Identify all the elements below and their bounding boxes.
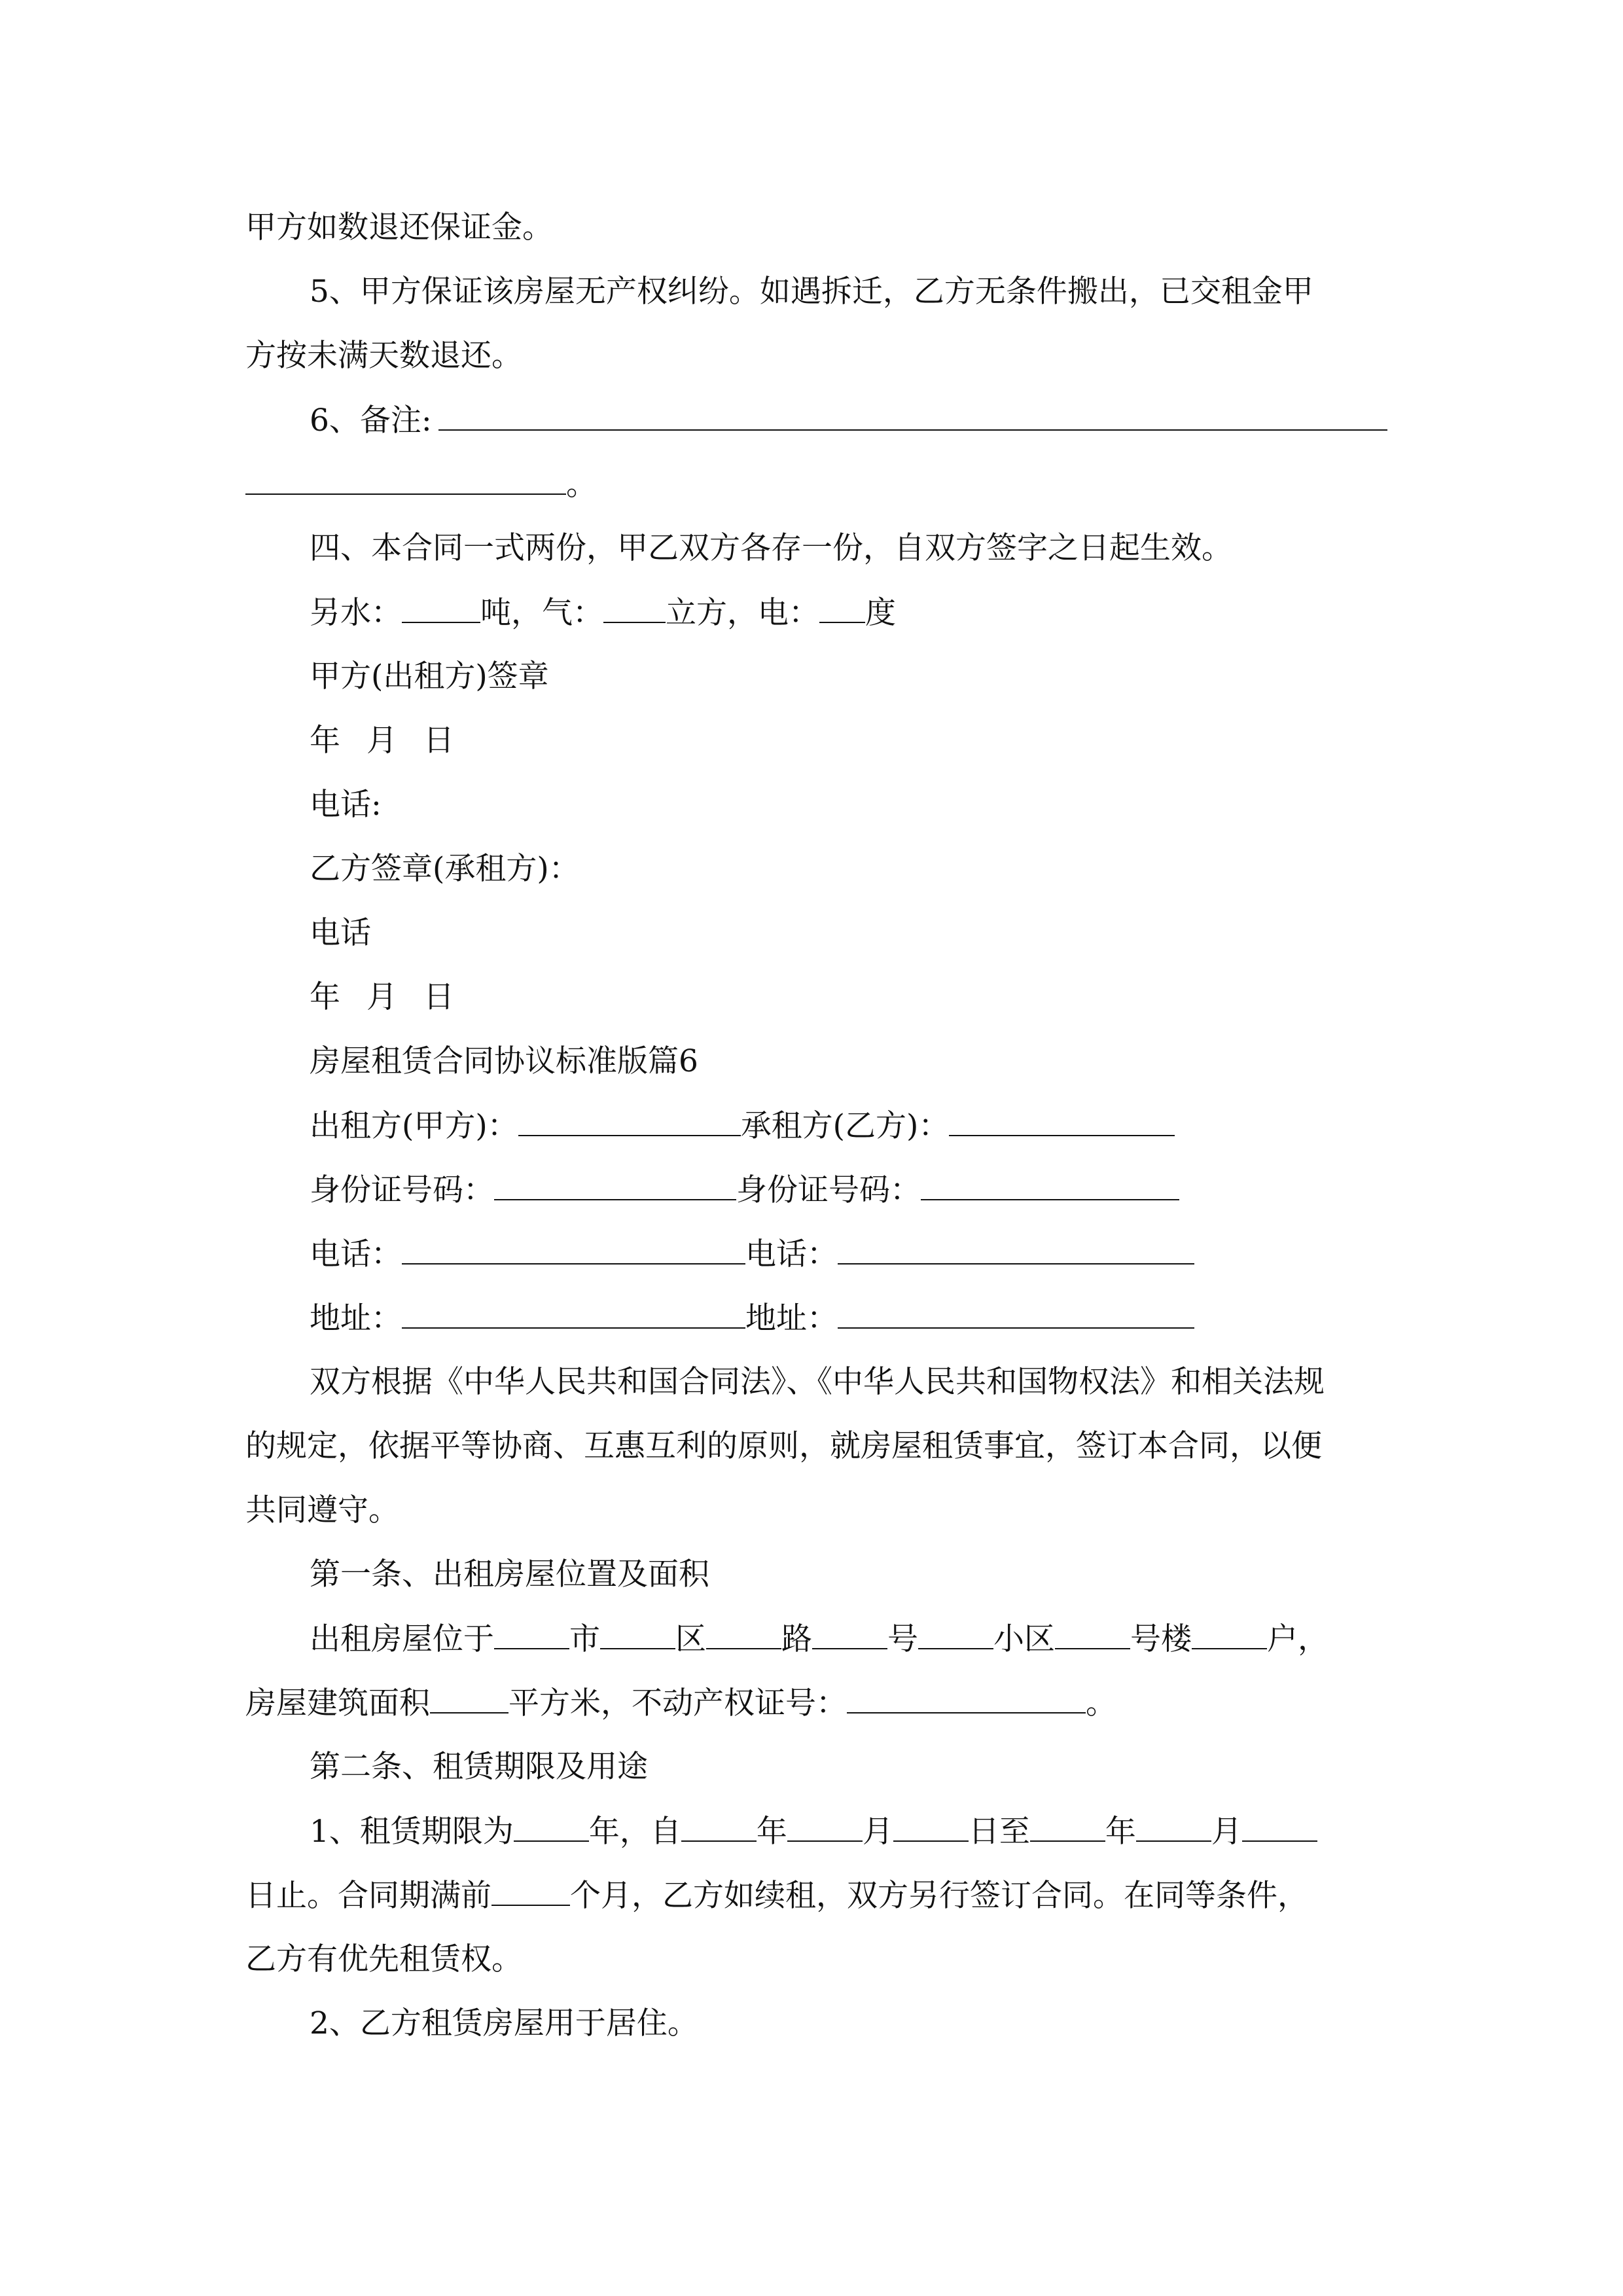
fill-blank xyxy=(402,1299,745,1329)
fill-blank xyxy=(600,1619,675,1649)
fill-blank xyxy=(518,1106,741,1136)
doc-line: 乙方签章(承租方)： xyxy=(310,851,580,887)
doc-line: 甲方(出租方)签章 xyxy=(310,658,549,694)
fill-blank xyxy=(438,401,1387,431)
party-line: 出租方(甲方)： 承租方(乙方)： xyxy=(310,1106,1175,1146)
fill-blank xyxy=(918,1619,993,1649)
doc-line-utilities: 另水： 吨，气： 立方，电： 度 xyxy=(310,593,896,633)
doc-line: 乙方有优先租赁权。 xyxy=(245,1941,522,1977)
doc-line: 日止。合同期满前 个月，乙方如续租，双方另行签订合同。在同等条件， xyxy=(245,1876,1308,1916)
doc-line: 方按未满天数退还。 xyxy=(245,338,522,374)
fill-blank xyxy=(494,1170,736,1200)
doc-line: 的规定，依据平等协商、互惠互利的原则，就房屋租赁事宜，签订本合同，以便 xyxy=(245,1428,1322,1464)
article-heading: 第一条、出租房屋位置及面积 xyxy=(310,1556,709,1592)
fill-blank xyxy=(847,1683,1086,1713)
fill-blank xyxy=(494,1619,569,1649)
fill-blank xyxy=(514,1812,589,1842)
fill-blank xyxy=(949,1106,1175,1136)
doc-line: 2、乙方租赁房屋用于居住。 xyxy=(310,2005,698,2041)
fill-blank xyxy=(1030,1812,1105,1842)
fill-blank xyxy=(402,1234,745,1265)
doc-line: 甲方如数退还保证金。 xyxy=(245,209,553,245)
article-heading: 第二条、租赁期限及用途 xyxy=(310,1749,648,1785)
party-line: 地址： 地址： xyxy=(310,1299,1194,1338)
fill-blank xyxy=(838,1299,1194,1329)
doc-line-location: 出租房屋位于 市 区 路 号 小区 号楼 户， xyxy=(310,1619,1329,1659)
doc-line: 电话: xyxy=(310,787,382,823)
fill-blank xyxy=(603,593,666,623)
fill-blank xyxy=(491,1876,570,1906)
fill-blank xyxy=(402,593,480,623)
doc-line-area: 房屋建筑面积 平方米，不动产权证号： 。 xyxy=(245,1683,1116,1723)
doc-line-remarks: 6、备注: xyxy=(310,401,1387,440)
party-line: 电话： 电话： xyxy=(310,1234,1194,1274)
fill-blank xyxy=(430,1683,508,1713)
fill-blank xyxy=(245,465,566,495)
doc-line: 电话 xyxy=(310,915,371,951)
fill-blank xyxy=(1055,1619,1130,1649)
doc-line: 5、甲方保证该房屋无产权纠纷。如遇拆迁，乙方无条件搬出，已交租金甲 xyxy=(310,274,1313,310)
fill-blank xyxy=(893,1812,969,1842)
doc-line-term: 1、租赁期限为 年，自 年 月 日至 年 月 xyxy=(310,1812,1317,1852)
doc-line: 四、本合同一式两份，甲乙双方各存一份，自双方签字之日起生效。 xyxy=(310,530,1232,566)
fill-blank xyxy=(1192,1619,1267,1649)
fill-blank xyxy=(1136,1812,1211,1842)
date-line: 年 月 日 xyxy=(310,979,454,1015)
date-line: 年 月 日 xyxy=(310,723,454,759)
contract-heading: 房屋租赁合同协议标准版篇6 xyxy=(310,1043,698,1079)
fill-blank xyxy=(1242,1812,1317,1842)
fill-blank xyxy=(838,1234,1194,1265)
doc-line: 共同遵守。 xyxy=(245,1492,399,1528)
fill-blank xyxy=(706,1619,781,1649)
fill-blank xyxy=(819,593,865,623)
fill-blank xyxy=(787,1812,863,1842)
fill-blank xyxy=(812,1619,887,1649)
party-line: 身份证号码： 身份证号码： xyxy=(310,1170,1179,1210)
fill-blank xyxy=(921,1170,1179,1200)
fill-blank xyxy=(681,1812,757,1842)
doc-line: 。 xyxy=(245,465,597,505)
doc-line: 双方根据《中华人民共和国合同法》、《中华人民共和国物权法》和相关法规 xyxy=(310,1364,1325,1400)
